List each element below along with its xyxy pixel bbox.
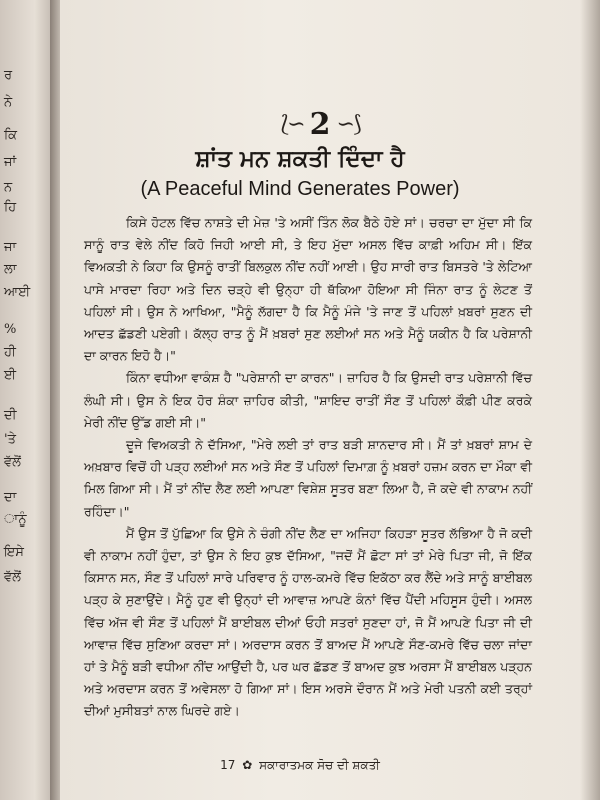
left-page-text-fragment: ਹਿ (4, 200, 17, 215)
chapter-number-ornament (210, 104, 430, 144)
left-page-text-fragment: ਆਈ (4, 285, 31, 300)
left-page-text-fragment: % (4, 322, 17, 337)
left-page-text-fragment: ਜਾਂ (4, 155, 17, 170)
page-number: 17 (220, 758, 236, 772)
right-page (60, 0, 600, 800)
paragraph: ਕਿਸੇ ਹੋਟਲ ਵਿੱਚ ਨਾਸ਼ਤੇ ਦੀ ਮੇਜ਼ 'ਤੇ ਅਸੀਂ ਤਿੰਨ ਲੋਕ ਬੈਠੇ ਹੋਏ ਸਾਂ। ਚਰਚਾ ਦਾ ਮੁੱਦਾ ਸੀ ਕਿ ਸਾਨੂੰ ਰਾਤ ਵੇਲੇ ਨੀਂਦ ਕਿਹੋ ਜਿਹੀ ਆਈ ਸੀ, ਤੇ ਇਹ ਮੁੱਦਾ ਅਸਲ ਵਿੱਚ ਕਾਫ਼ੀ ਅਹਿਮ ਸੀ। ਇੱਕ ਵਿਅਕਤੀ ਨੇ ਕਿਹਾ ਕਿ ਉਸਨੂੰ ਰਾਤੀਂ ਬਿਲਕੁਲ ਨੀਂਦ ਨਹੀਂ ਆਈ। ਉਹ ਸਾਰੀ ਰਾਤ ਬਿਸਤਰੇ 'ਤੇ ਲੇਟਿਆ ਪਾਸੇ ਮਾਰਦਾ ਰਿਹਾ ਅਤੇ ਦਿਨ ਚੜ੍ਹੇ ਵੀ ਉਨ੍ਹਾ ਹੀ ਥੱਕਿਆ ਹੋਇਆ ਸੀ ਜਿੰਨਾ ਰਾਤ ਨੂੰ ਲੇਟਣ ਤੋਂ ਪਹਿਲਾਂ ਸੀ। ਉਸ ਨੇ ਆਖਿਆ, "ਮੈਨੂੰ ਲੱਗਦਾ ਹੈ ਕਿ ਮੈਨੂੰ ਮੰਜੇ 'ਤੇ ਜਾਣ ਤੋਂ ਪਹਿਲਾਂ ਖ਼ਬਰਾਂ ਸੁਣਨ ਦੀ ਆਦਤ ਛੱਡਣੀ ਪਏਗੀ। ਕੱਲ੍ਹ ਰਾਤ ਨੂੰ ਮੈਂ ਖ਼ਬਰਾਂ ਸੁਣ ਲਈਆਂ ਸਨ ਅਤੇ ਮੈਨੂੰ ਯਕੀਨ ਹੈ ਕਿ ਪਰੇਸ਼ਾਨੀ ਦਾ ਕਾਰਨ ਇਹੋ ਹੈ।" (84, 215, 532, 364)
left-page-text-fragment: ਵੱਲੋਂ (4, 455, 21, 470)
left-page-text-fragment: ਜਾ (4, 240, 17, 255)
chapter-title-punjabi: ਸ਼ਾਂਤ ਮਨ ਸ਼ਕਤੀ ਦਿੰਦਾ ਹੈ (195, 146, 405, 172)
left-page-text-fragment: ਨੇ (4, 95, 13, 110)
paragraph: ਕਿੰਨਾ ਵਧੀਆ ਵਾਕੰਸ਼ ਹੈ "ਪਰੇਸ਼ਾਨੀ ਦਾ ਕਾਰਨ"। ਜ਼ਾਹਿਰ ਹੈ ਕਿ ਉਸਦੀ ਰਾਤ ਪਰੇਸ਼ਾਨੀ ਵਿੱਚ ਲੰਘੀ ਸੀ। ਉਸ ਨੇ ਇਕ ਹੋਰ ਸ਼ੰਕਾ ਜ਼ਾਹਿਰ ਕੀਤੀ, "ਸ਼ਾਇਦ ਰਾਤੀਂ ਸੌਣ ਤੋਂ ਪਹਿਲਾਂ ਕੌਫ਼ੀ ਪੀਣ ਕਰਕੇ ਮੇਰੀ ਨੀਂਦ ਉੱਡ ਗਈ ਸੀ।" (84, 370, 532, 430)
chapter-number: 2 (309, 106, 331, 142)
page-footer (60, 758, 540, 773)
chapter-body (84, 212, 532, 723)
running-title: ਸਕਾਰਾਤਮਕ ਸੋਚ ਦੀ ਸ਼ਕਤੀ (259, 758, 380, 772)
chapter-title-english: (A Peaceful Mind Generates Power) (140, 178, 460, 200)
left-page-text-fragment: ਨ (4, 180, 13, 195)
paragraph: ਮੈਂ ਉਸ ਤੋਂ ਪੁੱਛਿਆ ਕਿ ਉਸੇ ਨੇ ਚੰਗੀ ਨੀਂਦ ਲੈਣ ਦਾ ਅਜਿਹਾ ਕਿਹੜਾ ਸੂਤਰ ਲੱਭਿਆ ਹੈ ਜੋ ਕਦੀ ਵੀ ਨਾਕਾਮ ਨਹੀਂ ਹੁੰਦਾ, ਤਾਂ ਉਸ ਨੇ ਇਹ ਕੁਝ ਦੱਸਿਆ, "ਜਦੋਂ ਮੈਂ ਛੋਟਾ ਸਾਂ ਤਾਂ ਮੇਰੇ ਪਿਤਾ ਜੀ, ਜੋ ਇੱਕ ਕਿਸਾਨ ਸਨ, ਸੌਣ ਤੋਂ ਪਹਿਲਾਂ ਸਾਰੇ ਪਰਿਵਾਰ ਨੂੰ ਹਾਲ-ਕਮਰੇ ਵਿੱਚ ਇਕੱਠਾ ਕਰ ਲੈਂਦੇ ਅਤੇ ਸਾਨੂੰ ਬਾਈਬਲ ਪੜ੍ਹ ਕੇ ਸੁਣਾਉਂਦੇ। ਮੈਨੂੰ ਹੁਣ ਵੀ ਉਨ੍ਹਾਂ ਦੀ ਆਵਾਜ਼ ਆਪਣੇ ਕੰਨਾਂ ਵਿੱਚ ਪੈਂਦੀ ਮਹਿਸੂਸ ਹੁੰਦੀ। ਅਸਲ ਵਿੱਚ ਅੱਜ ਵੀ ਸੌਣ ਤੋਂ ਪਹਿਲਾਂ ਮੈਂ ਬਾਈਬਲ ਦੀਆਂ ਓਹੀ ਸਤਰਾਂ ਸੁਣਦਾ ਹਾਂ, ਜੋ ਮੈਂ ਆਪਣੇ ਪਿਤਾ ਜੀ ਦੀ ਆਵਾਜ਼ ਵਿੱਚ ਸੁਣਿਆ ਕਰਦਾ ਸਾਂ। ਅਰਦਾਸ ਕਰਨ ਤੋਂ ਬਾਅਦ ਮੈਂ ਆਪਣੇ ਸੌਣ-ਕਮਰੇ ਵਿੱਚ ਚਲਾ ਜਾਂਦਾ ਹਾਂ ਤੇ ਮੈਨੂੰ ਬੜੀ ਵਧੀਆ ਨੀਂਦ ਆਉਂਦੀ ਹੈ, ਪਰ ਘਰ ਛੱਡਣ ਤੋਂ ਬਾਅਦ ਕੁਝ ਅਰਸਾ ਮੈਂ ਬਾਈਬਲ ਪੜ੍ਹਨ ਅਤੇ ਅਰਦਾਸ ਕਰਨ ਤੋਂ ਅਵੇਸਲਾ ਹੋ ਗਿਆ ਸਾਂ। ਇਸ ਅਰਸੇ ਦੌਰਾਨ ਮੈਂ ਅਤੇ ਮੇਰੀ ਪਤਨੀ ਕਈ ਤਰ੍ਹਾਂ ਦੀਆਂ ਮੁਸੀਬਤਾਂ ਨਾਲ ਘਿਰਦੇ ਗਏ। (84, 525, 532, 719)
left-page-text-fragment: ਈ (4, 368, 17, 383)
left-page-text-fragment: ਲਾ (4, 262, 17, 277)
left-page-text-fragment: ਦੀ (4, 408, 17, 423)
left-page-text-fragment: ਇਸੇ (4, 545, 24, 560)
left-swirl-ornament: ⟅∽ (280, 111, 304, 137)
page-edge-shadow (580, 0, 600, 800)
left-page-text-fragment: ਰ (4, 68, 13, 83)
left-page-text-fragment: 'ਤੇ (4, 432, 16, 447)
flower-icon: ✿ (242, 758, 253, 772)
left-page-text-fragment: ਾਨੂੰ (4, 512, 27, 527)
right-swirl-ornament: ∽⟆ (336, 111, 360, 137)
left-page-text-fragment: ਹੀ (4, 345, 16, 360)
paragraph: ਦੂਜੇ ਵਿਅਕਤੀ ਨੇ ਦੱਸਿਆ, "ਮੇਰੇ ਲਈ ਤਾਂ ਰਾਤ ਬੜੀ ਸ਼ਾਨਦਾਰ ਸੀ। ਮੈਂ ਤਾਂ ਖ਼ਬਰਾਂ ਸ਼ਾਮ ਦੇ ਅਖ਼ਬਾਰ ਵਿਚੋਂ ਹੀ ਪੜ੍ਹ ਲਈਆਂ ਸਨ ਅਤੇ ਸੌਣ ਤੋਂ ਪਹਿਲਾਂ ਦਿਮਾਗ਼ ਨੂੰ ਖ਼ਬਰਾਂ ਹਜ਼ਮ ਕਰਨ ਦਾ ਮੌਕਾ ਵੀ ਮਿਲ ਗਿਆ ਸੀ। ਮੈਂ ਤਾਂ ਨੀਂਦ ਲੈਣ ਲਈ ਆਪਣਾ ਵਿਸ਼ੇਸ਼ ਸੂਤਰ ਬਣਾ ਲਿਆ ਹੈ, ਜੋ ਕਦੇ ਵੀ ਨਾਕਾਮ ਨਹੀਂ ਰਹਿੰਦਾ।" (84, 437, 532, 519)
left-page-text-fragment: ਦਾ (4, 490, 17, 505)
left-page-text-fragment: ਕਿ (4, 128, 18, 143)
left-page-text-fragment: ਵੱਲੋਂ (4, 570, 21, 585)
